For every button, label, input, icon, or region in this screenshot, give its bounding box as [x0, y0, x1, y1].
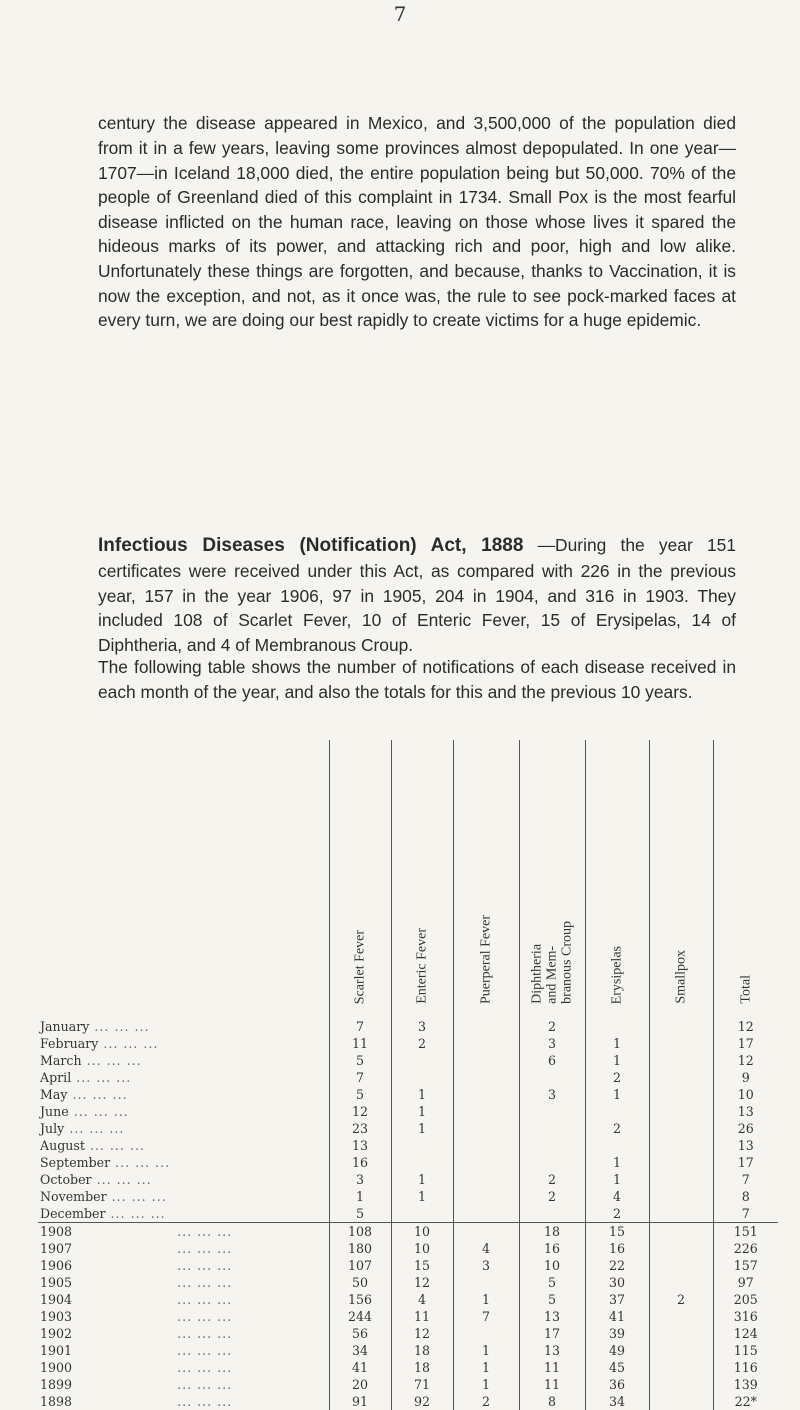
- table-cell: 22: [585, 1257, 649, 1274]
- column-header-line: and Mem-: [544, 946, 560, 1004]
- table-cell: 108: [329, 1223, 391, 1241]
- table-cell: [519, 1205, 585, 1223]
- table-cell: 1: [391, 1103, 453, 1120]
- table-cell: 11: [391, 1308, 453, 1325]
- table-cell: 8: [713, 1188, 778, 1205]
- table-cell: [649, 1171, 713, 1188]
- table-cell: [519, 1120, 585, 1137]
- table-cell: 107: [329, 1257, 391, 1274]
- month-label-text: August: [40, 1138, 85, 1153]
- table-cell: 10: [391, 1240, 453, 1257]
- table-cell: [519, 1103, 585, 1120]
- table-cell: 151: [713, 1223, 778, 1241]
- year-row: [38, 1291, 778, 1308]
- table-cell: 156: [329, 1291, 391, 1308]
- table-cell: [649, 1012, 713, 1035]
- table-cell: 3: [453, 1257, 519, 1274]
- month-row: [38, 1086, 778, 1103]
- year-row: [38, 1325, 778, 1342]
- table-cell: 2: [391, 1035, 453, 1052]
- year-label-text: 1903: [40, 1309, 73, 1324]
- month-label-text: April: [40, 1070, 72, 1085]
- table-cell: 12: [713, 1052, 778, 1069]
- table-cell: 4: [585, 1188, 649, 1205]
- leader-dots: ... ... ...: [84, 1138, 145, 1153]
- year-label: [38, 1308, 329, 1325]
- table-cell: [453, 1154, 519, 1171]
- table-cell: [391, 1137, 453, 1154]
- month-row: [38, 1120, 778, 1137]
- table-cell: 1: [453, 1342, 519, 1359]
- table-cell: 2: [585, 1205, 649, 1223]
- table-cell: [391, 1205, 453, 1223]
- year-label: [38, 1223, 329, 1241]
- table-cell: 7: [713, 1171, 778, 1188]
- year-row: [38, 1342, 778, 1359]
- table-cell: 2: [585, 1069, 649, 1086]
- column-header-line: Diphtheria: [529, 944, 545, 1004]
- year-row: [38, 1257, 778, 1274]
- month-row: [38, 1035, 778, 1052]
- table-cell: [649, 1120, 713, 1137]
- year-row: [38, 1240, 778, 1257]
- table-cell: 5: [329, 1052, 391, 1069]
- paragraph-smallpox-history: century the disease appeared in Mexico, and 3,500,000 of the population died from it in a few years, leaving some provinces almost depopulated. In one year—1707—in Iceland 18,000 died, the entire population being but 50,000. 70% of the people of Greenland died of this complaint in 1734. Small Pox is the most fearful disease inflicted on the human race, leaving on those whose lives it spared the hideous marks of its power, and attacking rich and poor, high and low alike. Unfortunately these things are forgotten, and because, thanks to Vaccination, it is now the exception, and not, as it once was, the rule to see pock-marked faces at every turn, we are doing our best rapidly to create victims for a huge epidemic.: [98, 113, 736, 331]
- table-cell: 1: [453, 1291, 519, 1308]
- table-cell: [585, 1103, 649, 1120]
- row-label-header: [38, 740, 329, 1012]
- table-cell: [453, 1223, 519, 1241]
- table-cell: 4: [453, 1240, 519, 1257]
- table-cell: 7: [713, 1205, 778, 1223]
- table-cell: 6: [519, 1052, 585, 1069]
- column-header-label: Puerperal Fever: [478, 914, 494, 1004]
- month-label-text: May: [40, 1087, 68, 1102]
- table-cell: 17: [519, 1325, 585, 1342]
- table-cell: 12: [391, 1274, 453, 1291]
- table-cell: 34: [329, 1342, 391, 1359]
- year-label-text: 1906: [40, 1258, 73, 1273]
- month-row: [38, 1154, 778, 1171]
- column-header: [391, 740, 453, 1012]
- year-row: [38, 1308, 778, 1325]
- table-cell: [649, 1188, 713, 1205]
- table-cell: [519, 1154, 585, 1171]
- month-label: [38, 1205, 329, 1223]
- table-cell: 1: [585, 1035, 649, 1052]
- table-cell: 2: [519, 1012, 585, 1035]
- leader-dots: ... ... ...: [64, 1121, 125, 1136]
- table-cell: 244: [329, 1308, 391, 1325]
- year-label: [38, 1257, 329, 1274]
- leader-dots: ... ... ...: [72, 1292, 233, 1307]
- table-cell: 13: [713, 1137, 778, 1154]
- table-cell: 2: [519, 1188, 585, 1205]
- table-cell: [391, 1052, 453, 1069]
- table-cell: 34: [585, 1393, 649, 1410]
- table-cell: [453, 1012, 519, 1035]
- paragraph-table-intro: The following table shows the number of notifications of each disease received in each month of the year, and also the totals for this and the previous 10 years.: [98, 657, 736, 702]
- table-cell: [649, 1274, 713, 1291]
- table-cell: 45: [585, 1359, 649, 1376]
- table-cell: 226: [713, 1240, 778, 1257]
- table-cell: 91: [329, 1393, 391, 1410]
- month-label-text: January: [40, 1019, 90, 1034]
- year-row: [38, 1393, 778, 1410]
- table-cell: [649, 1205, 713, 1223]
- table-cell: [391, 1069, 453, 1086]
- month-label-text: November: [40, 1189, 107, 1204]
- month-label: [38, 1052, 329, 1069]
- table-cell: [649, 1240, 713, 1257]
- table-cell: [391, 1154, 453, 1171]
- table-cell: 15: [391, 1257, 453, 1274]
- table-cell: 5: [329, 1086, 391, 1103]
- leader-dots: ... ... ...: [98, 1036, 159, 1051]
- page-number: 7: [393, 2, 407, 26]
- table-cell: 2: [453, 1393, 519, 1410]
- leader-dots: ... ... ...: [72, 1394, 233, 1409]
- leader-dots: ... ... ...: [89, 1019, 150, 1034]
- table-cell: [519, 1069, 585, 1086]
- table-cell: [453, 1086, 519, 1103]
- table-cell: 1: [585, 1171, 649, 1188]
- month-row: [38, 1205, 778, 1223]
- table-cell: [649, 1154, 713, 1171]
- month-label: [38, 1188, 329, 1205]
- leader-dots: ... ... ...: [72, 1343, 233, 1358]
- table-cell: 18: [391, 1342, 453, 1359]
- table-cell: 205: [713, 1291, 778, 1308]
- table-cell: 11: [519, 1359, 585, 1376]
- leader-dots: ... ... ...: [110, 1155, 171, 1170]
- leader-dots: ... ... ...: [81, 1053, 142, 1068]
- year-label-text: 1899: [40, 1377, 73, 1392]
- table-cell: 3: [519, 1086, 585, 1103]
- column-header: [329, 740, 391, 1012]
- table-cell: [453, 1035, 519, 1052]
- table-cell: [649, 1342, 713, 1359]
- table-header-row: [38, 740, 778, 1012]
- table-cell: 3: [519, 1035, 585, 1052]
- table-cell: 115: [713, 1342, 778, 1359]
- leader-dots: ... ... ...: [72, 1224, 233, 1239]
- leader-dots: ... ... ...: [91, 1172, 152, 1187]
- year-label: [38, 1291, 329, 1308]
- table-cell: [453, 1069, 519, 1086]
- table-cell: 5: [519, 1274, 585, 1291]
- year-label: [38, 1376, 329, 1393]
- table-cell: 16: [329, 1154, 391, 1171]
- table-cell: [649, 1086, 713, 1103]
- table-cell: [453, 1052, 519, 1069]
- table-cell: [453, 1103, 519, 1120]
- table-cell: [585, 1012, 649, 1035]
- table-cell: 7: [329, 1069, 391, 1086]
- year-row: [38, 1376, 778, 1393]
- year-label-text: 1898: [40, 1394, 73, 1409]
- table-cell: 36: [585, 1376, 649, 1393]
- table-cell: 18: [391, 1359, 453, 1376]
- year-row: [38, 1274, 778, 1291]
- table-cell: [585, 1137, 649, 1154]
- table-cell: [649, 1035, 713, 1052]
- table-cell: 13: [713, 1103, 778, 1120]
- year-label: [38, 1342, 329, 1359]
- month-label: [38, 1120, 329, 1137]
- column-header: [585, 740, 649, 1012]
- year-label: [38, 1274, 329, 1291]
- column-header: [713, 740, 778, 1012]
- table-cell: 92: [391, 1393, 453, 1410]
- table-cell: 50: [329, 1274, 391, 1291]
- leader-dots: ... ... ...: [68, 1104, 129, 1119]
- month-row: [38, 1012, 778, 1035]
- month-label-text: December: [40, 1206, 106, 1221]
- month-row: [38, 1103, 778, 1120]
- table-cell: 12: [713, 1012, 778, 1035]
- month-row: [38, 1188, 778, 1205]
- table-cell: 7: [329, 1012, 391, 1035]
- column-header-label: Erysipelas: [609, 945, 625, 1004]
- table-cell: [519, 1137, 585, 1154]
- table-cell: 49: [585, 1342, 649, 1359]
- leader-dots: ... ... ...: [72, 1309, 233, 1324]
- table-cell: 180: [329, 1240, 391, 1257]
- year-label-text: 1904: [40, 1292, 73, 1307]
- table-cell: 11: [329, 1035, 391, 1052]
- table-cell: 10: [713, 1086, 778, 1103]
- column-header: [649, 740, 713, 1012]
- leader-dots: ... ... ...: [72, 1360, 233, 1375]
- table-cell: 8: [519, 1393, 585, 1410]
- leader-dots: ... ... ...: [71, 1070, 132, 1085]
- column-header: [453, 740, 519, 1012]
- month-label-text: June: [40, 1104, 69, 1119]
- table-cell: 56: [329, 1325, 391, 1342]
- leader-dots: ... ... ...: [72, 1377, 233, 1392]
- table-cell: 157: [713, 1257, 778, 1274]
- year-label: [38, 1359, 329, 1376]
- table-cell: 17: [713, 1154, 778, 1171]
- table-cell: 13: [329, 1137, 391, 1154]
- table-cell: 10: [519, 1257, 585, 1274]
- month-row: [38, 1052, 778, 1069]
- section-heading: Infectious Diseases (Notification) Act, 1888: [98, 535, 524, 557]
- table-cell: [649, 1103, 713, 1120]
- month-label-text: July: [40, 1121, 65, 1136]
- table-cell: 4: [391, 1291, 453, 1308]
- table-cell: 3: [329, 1171, 391, 1188]
- leader-dots: ... ... ...: [72, 1326, 233, 1341]
- table-cell: [649, 1308, 713, 1325]
- table-cell: 2: [649, 1291, 713, 1308]
- table-cell: 11: [519, 1376, 585, 1393]
- column-header-label: Smallpox: [673, 950, 689, 1004]
- leader-dots: ... ... ...: [72, 1275, 233, 1290]
- table-cell: 13: [519, 1342, 585, 1359]
- table-cell: 1: [585, 1154, 649, 1171]
- table-cell: 39: [585, 1325, 649, 1342]
- table-cell: 5: [519, 1291, 585, 1308]
- table-cell: 37: [585, 1291, 649, 1308]
- month-label-text: February: [40, 1036, 99, 1051]
- table-cell: 1: [391, 1120, 453, 1137]
- table-cell: 97: [713, 1274, 778, 1291]
- column-header: [519, 740, 585, 1012]
- leader-dots: ... ... ...: [72, 1258, 233, 1273]
- table-cell: [453, 1325, 519, 1342]
- year-label: [38, 1240, 329, 1257]
- table-cell: 1: [453, 1359, 519, 1376]
- month-label: [38, 1154, 329, 1171]
- month-label: [38, 1171, 329, 1188]
- month-label: [38, 1086, 329, 1103]
- month-row: [38, 1171, 778, 1188]
- table-cell: 12: [391, 1325, 453, 1342]
- year-label-text: 1900: [40, 1360, 73, 1375]
- table-cell: 15: [585, 1223, 649, 1241]
- month-label: [38, 1012, 329, 1035]
- table-cell: 18: [519, 1223, 585, 1241]
- table-cell: 41: [585, 1308, 649, 1325]
- leader-dots: ... ... ...: [67, 1087, 128, 1102]
- table-cell: [649, 1257, 713, 1274]
- month-label-text: September: [40, 1155, 111, 1170]
- table-cell: 22*: [713, 1393, 778, 1410]
- leader-dots: ... ... ...: [105, 1206, 166, 1221]
- leader-dots: ... ... ...: [106, 1189, 167, 1204]
- table-cell: [649, 1393, 713, 1410]
- table-cell: 124: [713, 1325, 778, 1342]
- table-cell: 17: [713, 1035, 778, 1052]
- column-header-label: [530, 921, 575, 1004]
- column-header-label: Enteric Fever: [414, 928, 430, 1004]
- table-cell: [649, 1069, 713, 1086]
- table-cell: 16: [519, 1240, 585, 1257]
- year-label-text: 1901: [40, 1343, 73, 1358]
- table-cell: 116: [713, 1359, 778, 1376]
- table-cell: [453, 1137, 519, 1154]
- column-header-label: Scarlet Fever: [352, 929, 368, 1004]
- leader-dots: ... ... ...: [72, 1241, 233, 1256]
- table-cell: [453, 1205, 519, 1223]
- table-cell: 23: [329, 1120, 391, 1137]
- year-label-text: 1907: [40, 1241, 73, 1256]
- table-cell: [649, 1223, 713, 1241]
- table-cell: 1: [453, 1376, 519, 1393]
- paragraph-notification-act: [98, 533, 736, 657]
- table-cell: [649, 1137, 713, 1154]
- year-label: [38, 1393, 329, 1410]
- table-cell: [453, 1171, 519, 1188]
- table-cell: [649, 1359, 713, 1376]
- year-label-text: 1905: [40, 1275, 73, 1290]
- month-label: [38, 1103, 329, 1120]
- table-body: [38, 1012, 778, 1410]
- year-label-text: 1902: [40, 1326, 73, 1341]
- year-row: [38, 1223, 778, 1241]
- table-cell: 3: [391, 1012, 453, 1035]
- table-cell: 7: [453, 1308, 519, 1325]
- table-cell: 30: [585, 1274, 649, 1291]
- table-cell: 20: [329, 1376, 391, 1393]
- table-cell: 10: [391, 1223, 453, 1241]
- table-cell: 2: [519, 1171, 585, 1188]
- month-label: [38, 1069, 329, 1086]
- table-cell: 1: [391, 1188, 453, 1205]
- table-cell: 139: [713, 1376, 778, 1393]
- month-label: [38, 1137, 329, 1154]
- table-cell: [453, 1188, 519, 1205]
- table-cell: 1: [585, 1052, 649, 1069]
- table-cell: 1: [329, 1188, 391, 1205]
- table-cell: 13: [519, 1308, 585, 1325]
- table-cell: 1: [391, 1171, 453, 1188]
- table-cell: 71: [391, 1376, 453, 1393]
- table-cell: 1: [391, 1086, 453, 1103]
- month-row: [38, 1069, 778, 1086]
- month-label-text: March: [40, 1053, 82, 1068]
- table-cell: [649, 1325, 713, 1342]
- year-label-text: 1908: [40, 1224, 73, 1239]
- table-cell: 12: [329, 1103, 391, 1120]
- table-cell: 2: [585, 1120, 649, 1137]
- column-header-line: branous Croup: [559, 921, 575, 1004]
- table-cell: 26: [713, 1120, 778, 1137]
- table-cell: [453, 1120, 519, 1137]
- table-cell: 9: [713, 1069, 778, 1086]
- notifications-table: [38, 740, 778, 1410]
- table-cell: 5: [329, 1205, 391, 1223]
- table-cell: [453, 1274, 519, 1291]
- month-row: [38, 1137, 778, 1154]
- table-cell: 316: [713, 1308, 778, 1325]
- table-cell: 41: [329, 1359, 391, 1376]
- month-label: [38, 1035, 329, 1052]
- table-cell: [649, 1376, 713, 1393]
- year-label: [38, 1325, 329, 1342]
- paragraph-notification-body: —During the year 151 certificates were received under this Act, as compared with 226 in the previous year, 157 in the year 1906, 97 in 1905, 204 in 1904, and 316 in 1903. They included 108 of Scarlet Fever, 10 of Enteric Fever, 15 of Erysipelas, 14 of Diphtheria, and 4 of Membranous Croup.: [98, 535, 736, 655]
- column-header-label: Total: [738, 975, 754, 1004]
- table-cell: 1: [585, 1086, 649, 1103]
- month-label-text: October: [40, 1172, 92, 1187]
- year-row: [38, 1359, 778, 1376]
- table-cell: 16: [585, 1240, 649, 1257]
- table-cell: [649, 1052, 713, 1069]
